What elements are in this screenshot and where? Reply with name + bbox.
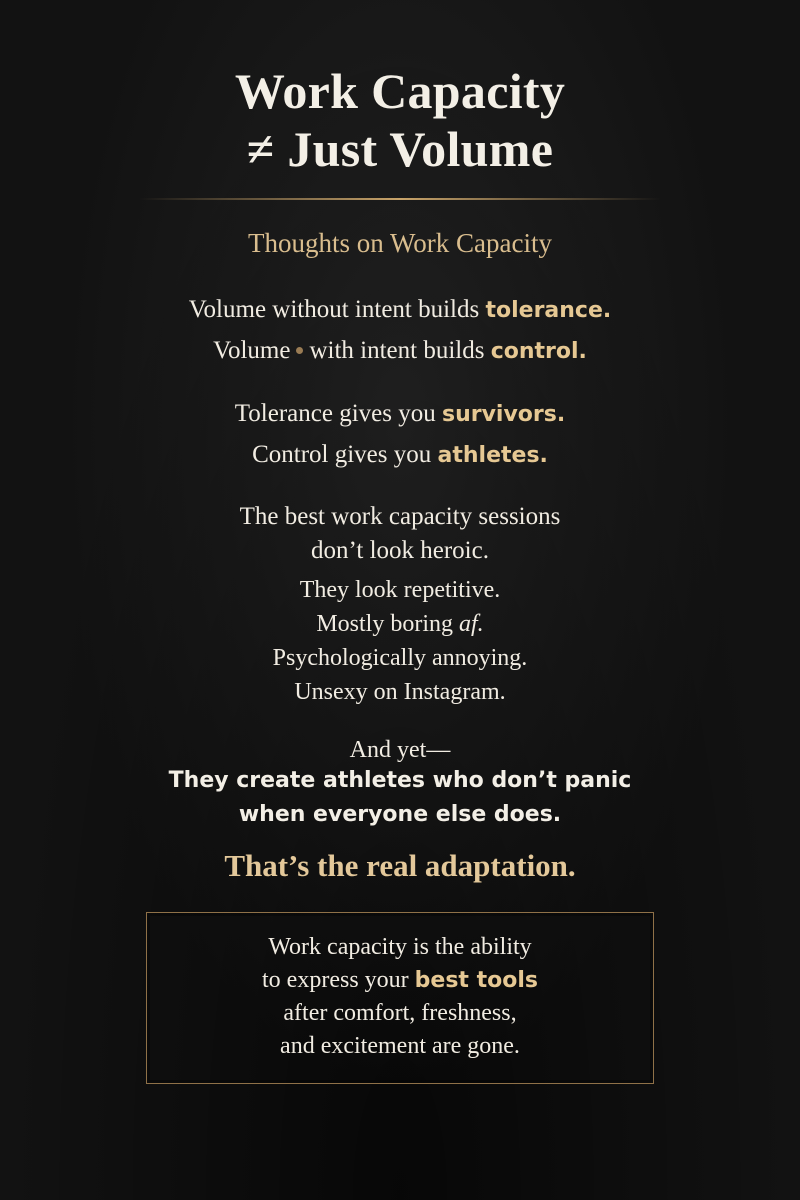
tolerance-control-block [0,290,800,372]
line-text: Volume without intent builds [188,296,486,323]
volume-control-line [0,331,800,372]
conclusion-heading: That’s the real adaptation. [224,848,576,883]
repetitive-line: They look repetitive. [299,577,501,603]
volume-tolerance-line [0,290,800,331]
line-text: Volume [213,337,291,364]
control-athletes-line [0,435,800,476]
panic-line-2: when everyone else does. [238,802,562,827]
title [0,62,800,178]
line-text: to express your [262,967,415,993]
repetitive-block [0,573,800,709]
italic-af: af. [459,611,484,637]
line-text: Control gives you [252,441,438,468]
highlight-best-tools: best tools [414,968,538,993]
panic-line-1: They create athletes who don’t panic [168,768,632,793]
title-divider [140,198,660,200]
line-text: Tolerance gives you [234,400,442,427]
definition-box [146,912,654,1084]
and-yet-line: And yet— [349,737,451,763]
title-line-1: Work Capacity [234,63,566,119]
annoying-line: Psychologically annoying. [272,645,528,671]
line-text: Mostly boring [316,611,459,637]
definition-line-1: Work capacity is the ability [268,934,532,960]
definition-line-2 [147,964,653,997]
tolerance-survivors-line [0,394,800,435]
highlight-athletes: athletes. [437,443,548,468]
sessions-line-1: The best work capacity sessions [239,503,561,530]
survivors-athletes-block [0,394,800,476]
sessions-block [0,500,800,568]
definition-line-4: and excitement are gone. [280,1033,520,1059]
instagram-line: Unsexy on Instagram. [294,679,506,705]
highlight-control: control. [490,339,587,364]
definition-line-3: after comfort, freshness, [283,1000,517,1026]
sessions-line-2: don’t look heroic. [311,537,489,564]
bullet-dot-icon [296,347,303,354]
definition-text [147,931,653,1063]
subtitle: Thoughts on Work Capacity [247,228,553,258]
highlight-tolerance: tolerance. [485,298,612,323]
panic-block [0,764,800,832]
boring-line [0,607,800,641]
line-text: with intent builds [309,337,491,364]
title-line-2: ≠ Just Volume [246,121,554,177]
highlight-survivors: survivors. [441,402,566,427]
